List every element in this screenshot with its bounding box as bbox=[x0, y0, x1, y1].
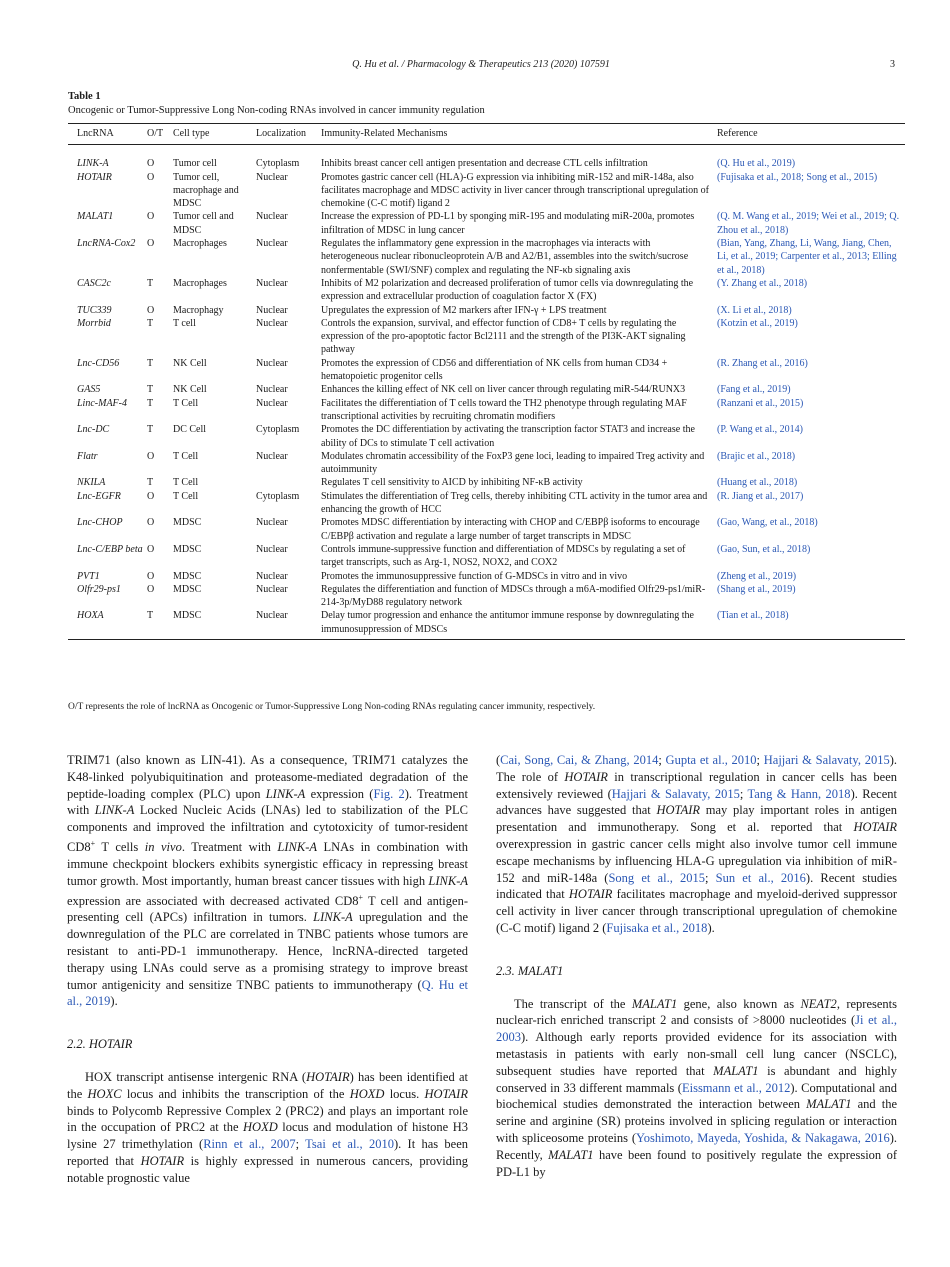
cell-reference[interactable]: (Q. Hu et al., 2019) bbox=[717, 158, 796, 170]
cell-lncrna: LncRNA-Cox2 bbox=[77, 238, 136, 250]
table-row bbox=[68, 583, 905, 610]
citation-link[interactable]: Q. Hu et al., 2019 bbox=[67, 977, 469, 1009]
header-cell-type: Cell type bbox=[173, 124, 256, 145]
cell-reference[interactable]: (X. Li et al., 2018) bbox=[717, 304, 792, 316]
running-header bbox=[67, 59, 895, 73]
table-row bbox=[68, 277, 905, 304]
fig-2-link[interactable]: Fig. 2 bbox=[373, 786, 405, 801]
cell-mechanism: Increase the expression of PD-L1 by sponging miR-195 and modulating miR-200a, promotes infiltration of MDSC in lung cancer bbox=[321, 211, 695, 236]
table-row bbox=[68, 317, 905, 357]
table-row bbox=[68, 383, 905, 396]
cell-reference[interactable]: (Brajic et al., 2018) bbox=[717, 450, 796, 462]
table-header-row bbox=[68, 124, 905, 145]
cell-cell-type: Macrophagy bbox=[173, 304, 224, 316]
citation-link[interactable]: Rinn et al., 2007 bbox=[203, 1137, 296, 1152]
cell-mechanism: Controls the expansion, survival, and effector function of CD8+ T cells by regulating the expression of the pro-apoptotic factor Bcl2111 and the strength of the PI3K-AKT signaling pathway bbox=[321, 317, 686, 356]
table-row bbox=[68, 304, 905, 317]
cell-mechanism: Regulates the inflammatory gene expression in the macrophages via interacts with heterogeneous nuclear ribonucleoprotein A/B and A2/B1, assembles into the switch/sucrose nonfermentable (SWI/SNF) complex and regulating the NF-κb signaling axis bbox=[321, 238, 689, 276]
cell-reference[interactable]: (Shang et al., 2019) bbox=[717, 583, 796, 595]
cell-reference[interactable]: (R. Jiang et al., 2017) bbox=[717, 490, 804, 502]
citation-link[interactable]: Yoshimoto, Mayeda, Yoshida, & Nakagawa, 2016 bbox=[635, 1130, 890, 1145]
right-paragraph-2: The transcript of the MALAT1 gene, also known as NEAT2, represents nuclear-rich enriched transcript 2 and consists of >8000 nucleotides (Ji et al., 2003). Although early reports provided evidence for its association with metastasis in patients with early non-small cell lung cancer (NSCLC), subsequent studies have reported that MALAT1 is abundant and highly conserved in 33 different mammals (Eissmann et al., 2012). Computational and biochemical studies demonstrated the interaction between MALAT1 and the serine and arginine (SR) proteins involved in splicing regulation or interaction with spliceosome proteins (Yoshimoto, Mayeda, Yoshida, & Nakagawa, 2016). Recently, MALAT1 have been found to positively regulate the expression of PD-L1 by bbox=[496, 996, 898, 1179]
cell-cell-type: Macrophages bbox=[173, 277, 227, 289]
citation-link[interactable]: Cai, Song, Cai, & Zhang, 2014 bbox=[500, 753, 659, 767]
cell-localization: Nuclear bbox=[256, 450, 288, 462]
cell-ot: O bbox=[147, 304, 155, 316]
right-paragraph-1: (Cai, Song, Cai, & Zhang, 2014; Gupta et al., 2010; Hajjari & Salavaty, 2015). The role of HOTAIR in transcriptional regulation in cancer cells has been extensively reviewed (Hajjari & Salavaty, 2015; Tang & Hann, 2018). Recent advances have suggested that HOTAIR may play important roles in antigen presentation and immunotherapy. Song et al. reported that HOTAIR overexpression in gastric cancer cells might also involve tumor cell immune escape mechanisms by influencing HLA-G upregulation via inhibition of miR-152 and miR-148a (Song et al., 2015; Sun et al., 2016). Recent studies indicated that HOTAIR facilitates macrophage and myeloid-derived suppressor cell activity in liver cancer through transcriptional upregulation of chemokine (C-C motif) ligand 2 (Fujisaka et al., 2018). bbox=[496, 753, 898, 935]
cell-reference[interactable]: (Kotzin et al., 2019) bbox=[717, 317, 798, 329]
cell-cell-type: MDSC bbox=[173, 583, 202, 595]
cell-lncrna: CASC2c bbox=[77, 277, 111, 289]
cell-lncrna: Morrbid bbox=[77, 317, 111, 329]
section-heading-hotair: 2.2. HOTAIR bbox=[67, 1037, 133, 1052]
cell-localization: Nuclear bbox=[256, 384, 288, 396]
cell-reference[interactable]: (Fujisaka et al., 2018; Song et al., 2015) bbox=[717, 171, 878, 183]
cell-localization: Nuclear bbox=[256, 171, 288, 183]
cell-ot: T bbox=[147, 357, 154, 369]
cell-cell-type: MDSC bbox=[173, 570, 202, 582]
cell-mechanism: Controls immune-suppressive function and differentiation of MDSCs by regulating a set of target transcripts, such as Arg-1, NOS2, NOX2, and COX2 bbox=[321, 543, 686, 569]
cell-reference[interactable]: (Bian, Yang, Zhang, Li, Wang, Jiang, Chen, Li, et al., 2019; Carpenter et al., 2013; Elling et al., 2018) bbox=[717, 238, 897, 276]
cell-cell-type: Tumor cell and MDSC bbox=[173, 211, 234, 236]
cell-localization: Nuclear bbox=[256, 517, 288, 529]
cell-cell-type: MDSC bbox=[173, 543, 202, 555]
table-row bbox=[68, 357, 905, 384]
body-right-column bbox=[496, 752, 897, 1180]
cell-mechanism: Regulates the differentiation and function of MDSCs through a m6A-modified Olfr29-ps1/miR-214-3p/MyD88 regulatory network bbox=[321, 583, 706, 609]
cell-lncrna: GAS5 bbox=[77, 384, 101, 396]
citation-link[interactable]: Fujisaka et al., 2018 bbox=[606, 920, 708, 935]
cell-ot: O bbox=[147, 517, 155, 529]
cell-ot: O bbox=[147, 570, 155, 582]
cell-ot: T bbox=[147, 609, 173, 639]
header-ot: O/T bbox=[147, 124, 173, 145]
header-lncrna: LncRNA bbox=[68, 124, 147, 145]
citation-link[interactable]: Tsai et al., 2010 bbox=[305, 1137, 394, 1152]
cell-mechanism: Stimulates the differentiation of Treg cells, thereby inhibiting CTL activity in the tumor area and enhancing the growth of HCC bbox=[321, 490, 708, 516]
cell-lncrna: NKILA bbox=[77, 477, 106, 489]
cell-lncrna: TUC339 bbox=[77, 304, 112, 316]
cell-localization: Nuclear bbox=[256, 211, 288, 223]
cell-lncrna: HOTAIR bbox=[77, 171, 112, 183]
cell-mechanism: Upregulates the expression of M2 markers after IFN-γ + LPS treatment bbox=[321, 304, 607, 316]
cell-lncrna: Olfr29-ps1 bbox=[77, 583, 121, 595]
cell-ot: O bbox=[147, 238, 155, 250]
cell-cell-type: T Cell bbox=[173, 450, 199, 462]
section-heading-malat1: 2.3. MALAT1 bbox=[496, 963, 564, 978]
cell-reference[interactable]: (Zheng et al., 2019) bbox=[717, 570, 797, 582]
cell-lncrna: LINK-A bbox=[77, 158, 109, 170]
cell-cell-type: MDSC bbox=[173, 609, 256, 639]
cell-cell-type: MDSC bbox=[173, 517, 202, 529]
cell-lncrna: HOXA bbox=[68, 609, 147, 639]
cell-mechanism: Promotes gastric cancer cell (HLA)-G expression via inhibiting miR-152 and miR-148a, also facilitates macrophage and MDSC activity in liver cancer through transcriptional upregulation of chemokine (C-C motif) ligand 2 bbox=[321, 171, 709, 210]
cell-mechanism: Promotes the DC differentiation by activating the transcription factor STAT3 and increase the ability of DCs to stimulate T cell activation bbox=[321, 424, 695, 449]
left-paragraph-2: HOX transcript antisense intergenic RNA (HOTAIR) has been identified at the HOXC locus and inhibits the transcription of the HOXD locus. HOTAIR binds to Polycomb Repressive Complex 2 (PRC2) and plays an important role in the occupation of PRC2 at the HOXD locus and modulation of histone H3 lysine 27 trimethylation (Rinn et al., 2007; Tsai et al., 2010). It has been reported that HOTAIR is highly expressed in numerous cancers, providing notable prognostic value bbox=[67, 1070, 469, 1185]
cell-cell-type: NK Cell bbox=[173, 384, 207, 396]
cell-localization: Nuclear bbox=[256, 583, 288, 595]
cell-localization: Nuclear bbox=[256, 357, 288, 369]
table-row bbox=[68, 570, 905, 583]
cell-reference[interactable]: (R. Zhang et al., 2016) bbox=[717, 357, 808, 369]
cell-localization: Nuclear bbox=[256, 570, 288, 582]
cell-cell-type: Tumor cell bbox=[173, 158, 217, 170]
cell-ot: T bbox=[147, 477, 154, 489]
cell-localization: Cytoplasm bbox=[256, 424, 300, 436]
cell-ot: T bbox=[147, 424, 154, 436]
table-footnote: O/T represents the role of lncRNA as Oncogenic or Tumor-Suppressive Long Non-coding RNAs regulating cancer immunity, respectively. bbox=[68, 702, 596, 712]
citation-link[interactable]: Song et al., 2015 bbox=[608, 870, 705, 885]
cell-localization: Nuclear bbox=[256, 304, 288, 316]
cell-lncrna: MALAT1 bbox=[77, 211, 114, 223]
cell-cell-type: DC Cell bbox=[173, 424, 207, 436]
table-row bbox=[68, 171, 905, 211]
cell-ot: O bbox=[147, 583, 155, 595]
cell-ot: O bbox=[147, 211, 155, 223]
cell-cell-type: T Cell bbox=[173, 477, 199, 489]
cell-localization: Nuclear bbox=[256, 238, 288, 250]
cell-lncrna: Flatr bbox=[77, 450, 98, 462]
citation-link[interactable]: Hajjari & Salavaty, 2015 bbox=[763, 753, 890, 767]
cell-reference[interactable]: (Huang et al., 2018) bbox=[717, 477, 798, 489]
citation-link[interactable]: Eissmann et al., 2012 bbox=[681, 1080, 791, 1095]
cell-mechanism: Delay tumor progression and enhance the antitumor immune response by downregulating the immunosuppression of MDSCs bbox=[321, 609, 717, 639]
cell-reference[interactable]: (Q. M. Wang et al., 2019; Wei et al., 2019; Q. Zhou et al., 2018) bbox=[717, 211, 900, 236]
cell-localization: Nuclear bbox=[256, 397, 288, 409]
page-number: 3 bbox=[890, 59, 895, 70]
table-row bbox=[68, 476, 905, 489]
cell-lncrna: Linc-MAF-4 bbox=[77, 397, 127, 409]
table-row bbox=[68, 490, 905, 517]
cell-ot: O bbox=[147, 490, 155, 502]
header-localization: Localization bbox=[256, 124, 321, 145]
cell-cell-type: T Cell bbox=[173, 490, 199, 502]
header-mechanisms: Immunity-Related Mechanisms bbox=[321, 124, 717, 145]
cell-lncrna: Lnc-DC bbox=[77, 424, 110, 436]
cell-cell-type: T Cell bbox=[173, 397, 199, 409]
table-row bbox=[68, 423, 905, 450]
cell-localization: Nuclear bbox=[256, 543, 288, 555]
cell-ot: T bbox=[147, 397, 154, 409]
cell-lncrna: Lnc-CHOP bbox=[77, 517, 123, 529]
cell-ot: O bbox=[147, 450, 155, 462]
cell-reference[interactable]: (Gao, Wang, et al., 2018) bbox=[717, 517, 818, 529]
cell-lncrna: Lnc-CD56 bbox=[77, 357, 120, 369]
cell-cell-type: NK Cell bbox=[173, 357, 207, 369]
cell-reference[interactable]: (Ranzani et al., 2015) bbox=[717, 397, 804, 409]
table-row bbox=[68, 450, 905, 477]
citation-link[interactable]: Gupta et al., 2010 bbox=[665, 753, 757, 767]
cell-mechanism: Promotes the expression of CD56 and differentiation of NK cells from human CD34 + hematopoietic progenitor cells bbox=[321, 357, 668, 383]
lncrna-table bbox=[68, 123, 905, 640]
cell-mechanism: Inhibits breast cancer cell antigen presentation and decrease CTL cells infiltration bbox=[321, 158, 648, 170]
cell-mechanism: Promotes MDSC differentiation by interacting with CHOP and C/EBPβ isoforms to encourage C/EBPβ activation and regulate a large number of target transcripts in MDSC bbox=[321, 517, 700, 542]
cell-lncrna: Lnc-EGFR bbox=[77, 490, 121, 502]
cell-mechanism: Modulates chromatin accessibility of the FoxP3 gene loci, leading to impaired Treg activity and autoimmunity bbox=[321, 450, 705, 476]
cell-localization: Cytoplasm bbox=[256, 158, 300, 170]
cell-localization: Nuclear bbox=[256, 277, 288, 289]
citation-link[interactable]: Sun et al., 2016 bbox=[715, 870, 806, 885]
citation-link[interactable]: Ji et al., 2003 bbox=[496, 1013, 897, 1045]
table-title: Oncogenic or Tumor-Suppressive Long Non-coding RNAs involved in cancer immunity regulation bbox=[68, 105, 485, 116]
left-paragraph-1: TRIM71 (also known as LIN-41). As a consequence, TRIM71 catalyzes the K48-linked polyubiquitination and proteasome-mediated degradation of the peptide-loading complex (PLC) upon LINK-A expression (Fig. 2). Treatment with LINK-A Locked Nucleic Acids (LNAs) led to stabilization of the PLC components and improved the infiltration and cytotoxicity of tumor-resident CD8+ T cells in vivo. Treatment with LINK-A LNAs in combination with immune checkpoint blockers exhibits synergistic efficacy in repressing breast tumor growth. Most importantly, human breast cancer tissues with high LINK-A expression are associated with decreased activated CD8+ T cell and antigen-presenting cell (APCs) infiltration in tumors. LINK-A upregulation and the downregulation of the PLC are correlated in TNBC patients whose tumors are resistant to anti-PD-1 immunotherapy. Hence, lncRNA-directed targeted therapy using LNAs could serve as a promising strategy to improve breast tumor antigenicity and sensitize TNBC patients to immunotherapy (Q. Hu et al., 2019). bbox=[67, 753, 469, 1009]
table-1 bbox=[68, 123, 900, 640]
table-row bbox=[68, 516, 905, 543]
cell-reference[interactable]: (Fang et al., 2019) bbox=[717, 384, 791, 396]
cell-reference[interactable]: (P. Wang et al., 2014) bbox=[717, 424, 803, 436]
cell-reference[interactable]: (Y. Zhang et al., 2018) bbox=[717, 277, 808, 289]
cell-mechanism: Enhances the killing effect of NK cell on liver cancer through regulating miR-544/RUNX3 bbox=[321, 384, 686, 396]
journal-citation: Q. Hu et al. / Pharmacology & Therapeutics 213 (2020) 107591 bbox=[352, 59, 610, 70]
table-row bbox=[68, 543, 905, 570]
cell-localization: Cytoplasm bbox=[256, 490, 300, 502]
table-row bbox=[68, 145, 905, 171]
cell-lncrna: Lnc-C/EBP beta bbox=[77, 543, 143, 555]
cell-ot: T bbox=[147, 317, 154, 329]
cell-ot: O bbox=[147, 158, 155, 170]
cell-ot: T bbox=[147, 384, 154, 396]
header-reference: Reference bbox=[717, 124, 905, 145]
cell-mechanism: Promotes the immunosuppressive function of G-MDSCs in vitro and in vivo bbox=[321, 570, 628, 582]
table-row bbox=[68, 237, 905, 277]
citation-link[interactable]: Tang & Hann, 2018 bbox=[747, 786, 851, 801]
table-row bbox=[68, 210, 905, 237]
cell-ot: O bbox=[147, 171, 155, 183]
cell-localization: Nuclear bbox=[256, 317, 288, 329]
table-row bbox=[68, 609, 905, 639]
cell-reference[interactable]: (Tian et al., 2018) bbox=[717, 609, 905, 639]
cell-mechanism: Inhibits of M2 polarization and decreased proliferation of tumor cells via downregulating the expression and extracellular production of coagulation factor X (FX) bbox=[321, 277, 694, 303]
body-left-column bbox=[67, 752, 468, 1187]
cell-mechanism: Regulates T cell sensitivity to AICD by inhibiting NF-κB activity bbox=[321, 477, 583, 489]
cell-cell-type: Tumor cell, macrophage and MDSC bbox=[173, 171, 239, 210]
table-caption bbox=[68, 90, 898, 118]
cell-cell-type: Macrophages bbox=[173, 238, 227, 250]
cell-cell-type: T cell bbox=[173, 317, 196, 329]
table-row bbox=[68, 397, 905, 424]
citation-link[interactable]: Hajjari & Salavaty, 2015 bbox=[611, 786, 740, 801]
cell-ot: O bbox=[147, 543, 155, 555]
table-label: Table 1 bbox=[68, 91, 101, 102]
cell-reference[interactable]: (Gao, Sun, et al., 2018) bbox=[717, 543, 811, 555]
cell-lncrna: PVT1 bbox=[77, 570, 100, 582]
cell-localization bbox=[256, 476, 321, 489]
cell-mechanism: Facilitates the differentiation of T cells toward the TH2 phenotype through regulating MAF transcriptional activities by recruiting chromatin modifiers bbox=[321, 397, 687, 422]
cell-ot: T bbox=[147, 277, 154, 289]
cell-localization: Nuclear bbox=[256, 609, 321, 639]
